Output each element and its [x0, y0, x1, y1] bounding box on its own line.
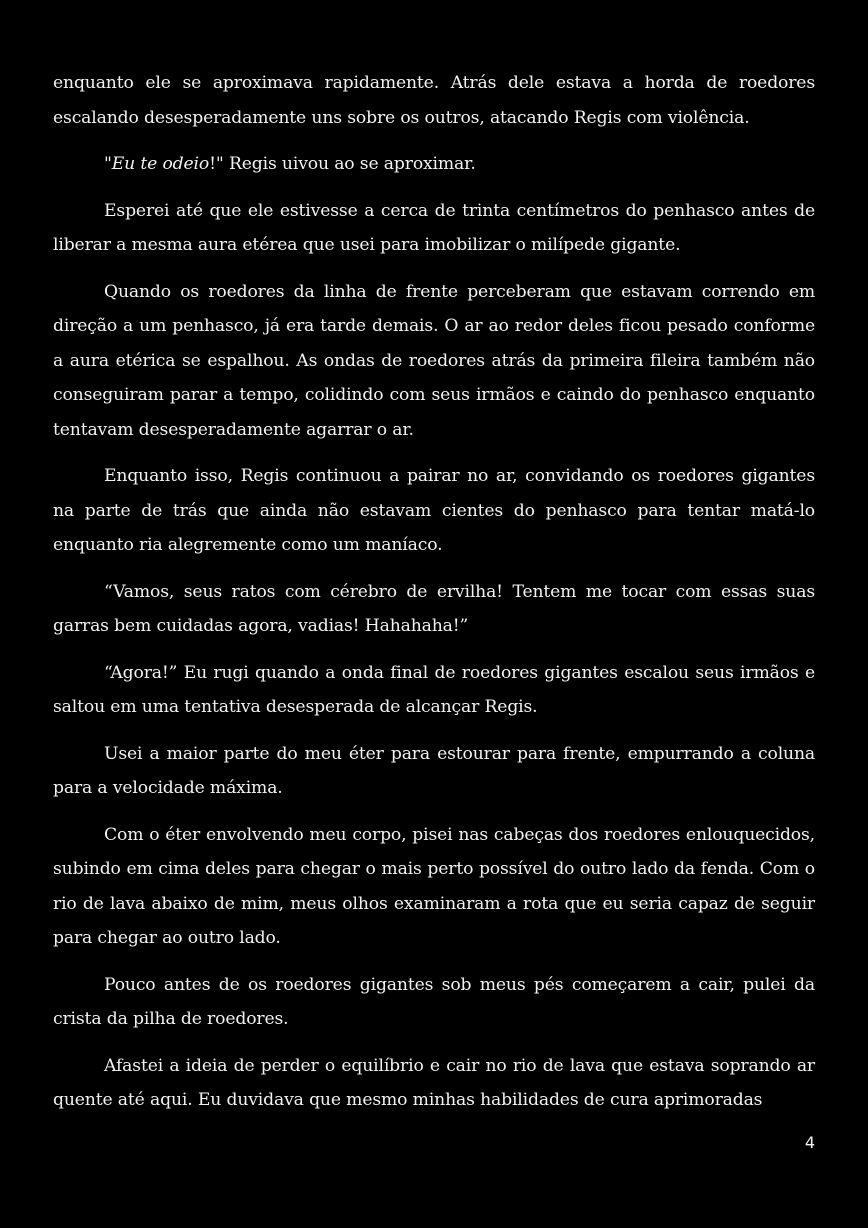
- paragraph-4: Quando os roedores da linha de frente perceberam que estavam correndo em direção a um penhasco, já era tarde demais. O ar ao redor deles ficou pesado conforme a aura etérica se espalhou. As ondas de roedores atrás da primeira fileira também não conseguiram parar a tempo, colidindo com seus irmãos e caindo do penhasco enquanto tentavam desesperadamente agarrar o ar.: [53, 281, 815, 440]
- paragraph-11: Afastei a ideia de perder o equilíbrio e cair no rio de lava que estava soprando ar quente até aqui. Eu duvidava que mesmo minhas habilidades de cura aprimoradas: [53, 1055, 815, 1110]
- page-body-text: [53, 66, 815, 1130]
- paragraph-2: [53, 147, 815, 182]
- page-number: 4: [804, 1133, 815, 1152]
- paragraph-1: enquanto ele se aproximava rapidamente. Atrás dele estava a horda de roedores escalando desesperadamente uns sobre os outros, atacando Regis com violência.: [53, 73, 815, 128]
- paragraph-6: “Vamos, seus ratos com cérebro de ervilha! Tentem me tocar com essas suas garras bem cuidadas agora, vadias! Hahahaha!”: [53, 581, 815, 636]
- paragraph-5: Enquanto isso, Regis continuou a pairar no ar, convidando os roedores gigantes na parte de trás que ainda não estavam cientes do penhasco para tentar matá-lo enquanto ria alegremente como um maníaco.: [53, 466, 815, 555]
- paragraph-9: Com o éter envolvendo meu corpo, pisei nas cabeças dos roedores enlouquecidos, subindo em cima deles para chegar o mais perto possível do outro lado da fenda. Com o rio de lava abaixo de mim, meus olhos examinaram a rota que eu seria capaz de seguir para chegar ao outro lado.: [53, 824, 815, 948]
- quote-open: ": [104, 154, 112, 174]
- quote-close: !": [209, 154, 229, 174]
- paragraph-3: Esperei até que ele estivesse a cerca de trinta centímetros do penhasco antes de liberar a mesma aura etérea que usei para imobilizar o milípede gigante.: [53, 200, 815, 255]
- paragraph-2-text: Regis uivou ao se aproximar.: [228, 154, 476, 174]
- quote-emphasis: Eu te odeio: [111, 154, 210, 174]
- paragraph-8: Usei a maior parte do meu éter para estourar para frente, empurrando a coluna para a velocidade máxima.: [53, 743, 815, 798]
- paragraph-7: “Agora!” Eu rugi quando a onda final de roedores gigantes escalou seus irmãos e saltou em uma tentativa desesperada de alcançar Regis.: [53, 662, 815, 717]
- paragraph-10: Pouco antes de os roedores gigantes sob meus pés começarem a cair, pulei da crista da pilha de roedores.: [53, 974, 815, 1029]
